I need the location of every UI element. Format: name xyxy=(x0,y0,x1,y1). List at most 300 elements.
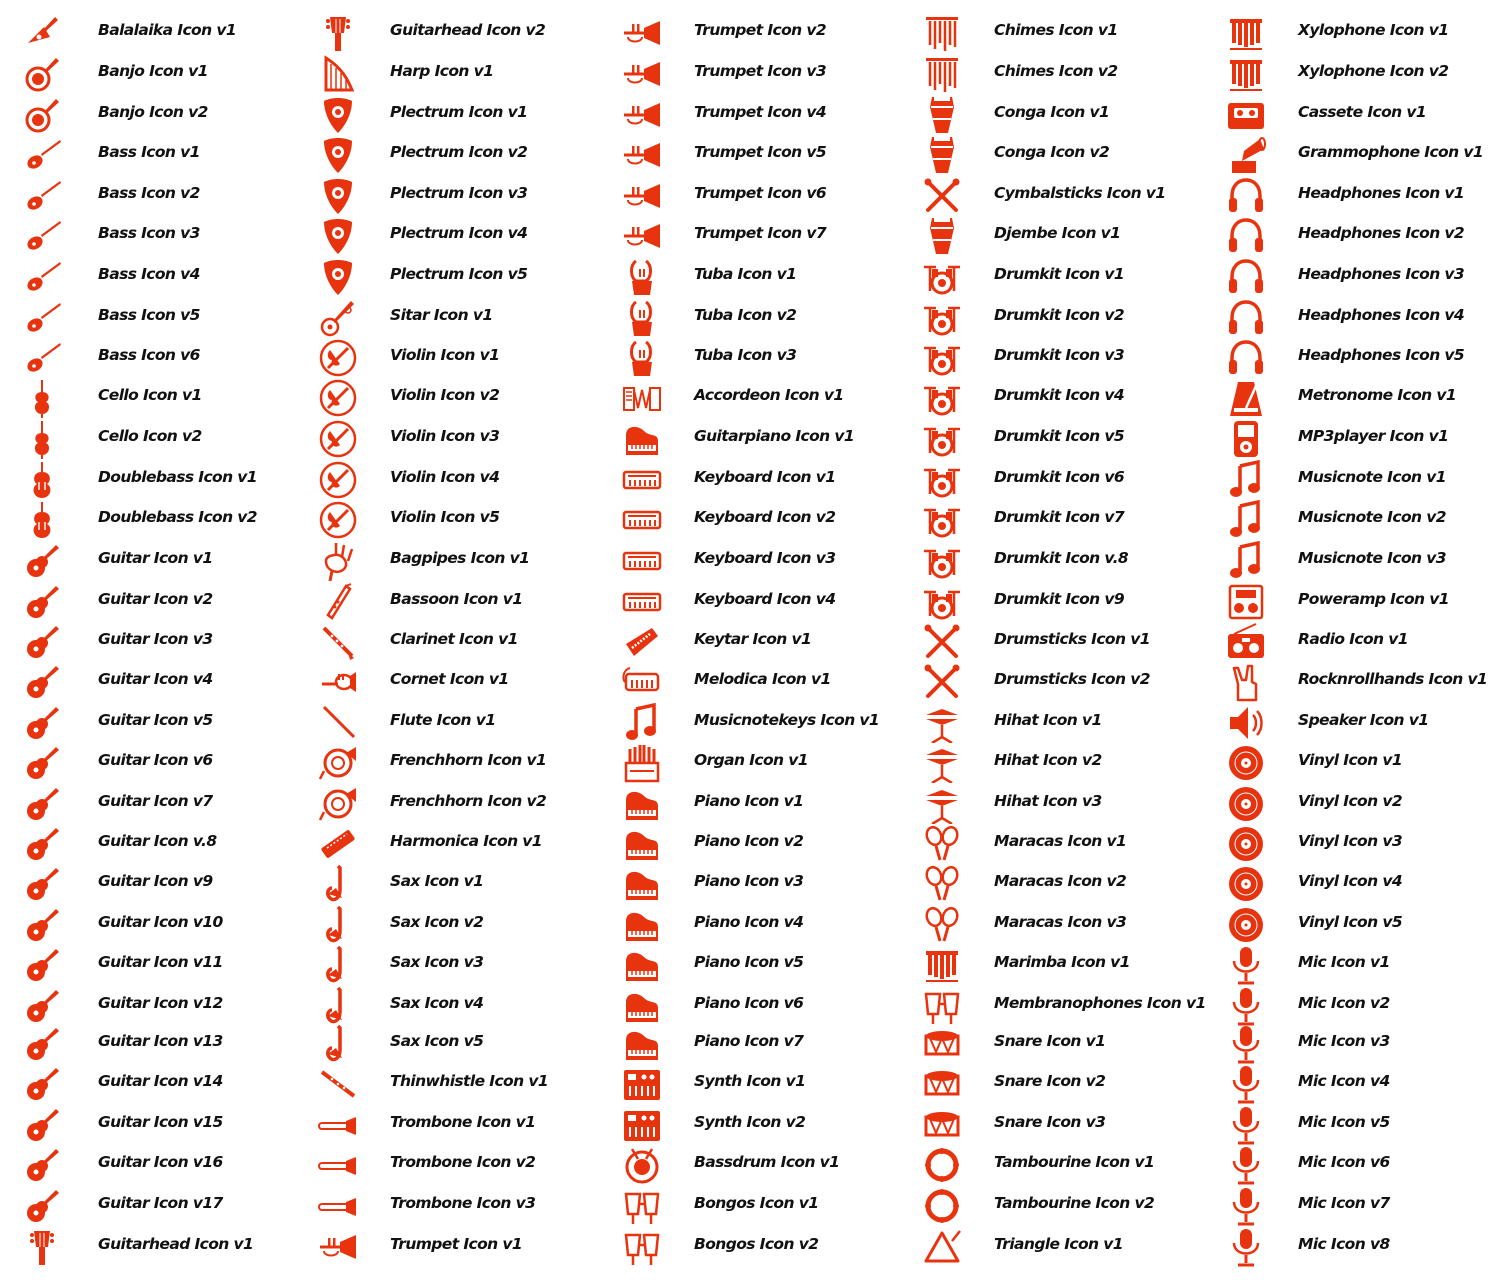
violin-icon xyxy=(318,460,358,500)
icon-label: Piano Icon v3 xyxy=(694,872,804,890)
icon-label: Bass Icon v2 xyxy=(98,184,200,202)
icon-label: Mic Icon v8 xyxy=(1298,1235,1390,1253)
icon-label: Hihat Icon v2 xyxy=(994,751,1102,769)
icon-label: Trombone Icon v1 xyxy=(390,1113,536,1131)
icon-list-item xyxy=(622,215,922,255)
icon-label: Organ Icon v1 xyxy=(694,751,808,769)
icon-list-item xyxy=(318,418,618,458)
icon-label: Bongos Icon v2 xyxy=(694,1235,819,1253)
icon-list-item xyxy=(1226,1063,1500,1103)
icon-label: Guitar Icon v4 xyxy=(98,670,213,688)
icon-list-item xyxy=(318,1063,618,1103)
bass-guitar-icon xyxy=(22,176,62,216)
icon-label: Drumkit Icon v5 xyxy=(994,427,1125,445)
icon-list-item xyxy=(1226,297,1500,337)
icon-list-item xyxy=(922,297,1222,337)
icon-list-item xyxy=(318,53,618,93)
icon-list-item xyxy=(1226,12,1500,52)
headphones-icon xyxy=(1226,176,1266,216)
icon-label: Guitarpiano Icon v1 xyxy=(694,427,855,445)
chimes-icon xyxy=(922,13,962,53)
piano-icon xyxy=(622,784,662,824)
icon-list-item xyxy=(922,418,1222,458)
bongos-icon xyxy=(622,1186,662,1226)
icon-list-item xyxy=(1226,53,1500,93)
harp-icon xyxy=(318,54,358,94)
bass-guitar-icon xyxy=(22,135,62,175)
bass-guitar-icon xyxy=(22,216,62,256)
icon-list-item xyxy=(622,297,922,337)
keyboard-icon xyxy=(622,500,662,540)
icon-label: Drumkit Icon v2 xyxy=(994,306,1125,324)
icon-list-item xyxy=(622,1023,922,1063)
icon-list-item xyxy=(22,134,322,174)
icon-list-item xyxy=(922,499,1222,539)
icon-list-item xyxy=(1226,215,1500,255)
drumkit-icon xyxy=(922,419,962,459)
trombone-icon xyxy=(318,1186,358,1226)
icon-list-item xyxy=(1226,904,1500,944)
piano-icon xyxy=(622,905,662,945)
icon-label: Tambourine Icon v1 xyxy=(994,1153,1155,1171)
icon-list-item xyxy=(318,783,618,823)
icon-list-item xyxy=(22,377,322,417)
icon-label: Speaker Icon v1 xyxy=(1298,711,1429,729)
keyboard-icon xyxy=(622,460,662,500)
icon-list-item xyxy=(622,1104,922,1144)
hihat-icon xyxy=(922,743,962,783)
icon-label: Piano Icon v5 xyxy=(694,953,804,971)
clarinet-icon xyxy=(318,622,358,662)
icon-list-item xyxy=(622,540,922,580)
icon-label: Plectrum Icon v1 xyxy=(390,103,528,121)
icon-label: Trumpet Icon v4 xyxy=(694,103,827,121)
conga-icon xyxy=(922,135,962,175)
icon-label: Drumkit Icon v4 xyxy=(994,386,1125,404)
icon-list-item xyxy=(622,1226,922,1266)
icon-list-item xyxy=(922,134,1222,174)
icon-label: Xylophone Icon v1 xyxy=(1298,21,1449,39)
icon-list-item xyxy=(318,297,618,337)
flute-icon xyxy=(318,703,358,743)
icon-label: Guitar Icon v16 xyxy=(98,1153,223,1171)
icon-list-item xyxy=(1226,94,1500,134)
rock-hand-icon xyxy=(1226,662,1266,702)
icon-label: Cornet Icon v1 xyxy=(390,670,509,688)
icon-label: Synth Icon v1 xyxy=(694,1072,806,1090)
icon-label: Bass Icon v4 xyxy=(98,265,200,283)
drumkit-icon xyxy=(922,378,962,418)
tuba-icon xyxy=(622,257,662,297)
headphones-icon xyxy=(1226,216,1266,256)
icon-list-item xyxy=(622,783,922,823)
icon-label: Mic Icon v1 xyxy=(1298,953,1390,971)
icon-label: Mic Icon v4 xyxy=(1298,1072,1390,1090)
headphones-icon xyxy=(1226,338,1266,378)
icon-label: Vinyl Icon v1 xyxy=(1298,751,1403,769)
vinyl-icon xyxy=(1226,905,1266,945)
icon-label: Frenchhorn Icon v1 xyxy=(390,751,547,769)
guitar-icon xyxy=(22,582,62,622)
drumkit-icon xyxy=(922,460,962,500)
icon-label: Guitar Icon v17 xyxy=(98,1194,223,1212)
icon-list-item xyxy=(22,621,322,661)
icon-list-item xyxy=(622,499,922,539)
icon-label: Trumpet Icon v5 xyxy=(694,143,827,161)
bass-guitar-icon xyxy=(22,257,62,297)
icon-list-item xyxy=(22,215,322,255)
icon-list-item xyxy=(922,1226,1222,1266)
sax-icon xyxy=(318,986,358,1026)
icon-list-item xyxy=(22,256,322,296)
icon-label: Triangle Icon v1 xyxy=(994,1235,1123,1253)
icon-label: Guitar Icon v6 xyxy=(98,751,213,769)
guitar-icon xyxy=(22,743,62,783)
icon-list-item xyxy=(922,904,1222,944)
icon-label: Tuba Icon v1 xyxy=(694,265,797,283)
mic-icon xyxy=(1226,1186,1266,1226)
drumkit-icon xyxy=(922,257,962,297)
headphones-icon xyxy=(1226,298,1266,338)
icon-list-item xyxy=(1226,459,1500,499)
icon-list-item xyxy=(22,12,322,52)
icon-list-item xyxy=(318,702,618,742)
mp3player-icon xyxy=(1226,419,1266,459)
icon-list-item xyxy=(1226,256,1500,296)
conga-icon xyxy=(922,216,962,256)
snare-icon xyxy=(922,1064,962,1104)
tuba-icon xyxy=(622,338,662,378)
guitarhead-icon xyxy=(318,13,358,53)
icon-label: Guitar Icon v5 xyxy=(98,711,213,729)
icon-list-item xyxy=(922,702,1222,742)
banjo-icon xyxy=(22,95,62,135)
icon-label: Headphones Icon v2 xyxy=(1298,224,1465,242)
icon-list-item xyxy=(318,863,618,903)
accordion-icon xyxy=(622,378,662,418)
icon-list-item xyxy=(622,459,922,499)
icon-list-item xyxy=(318,459,618,499)
icon-list-item xyxy=(22,1023,322,1063)
gramophone-icon xyxy=(1226,135,1266,175)
icon-list-item xyxy=(922,823,1222,863)
icon-list-item xyxy=(622,621,922,661)
drum-icon xyxy=(622,1145,662,1185)
speaker-box-icon xyxy=(1226,582,1266,622)
cello-icon xyxy=(22,378,62,418)
icon-list-item xyxy=(318,377,618,417)
icon-list-item xyxy=(22,944,322,984)
icon-list-item xyxy=(622,53,922,93)
icon-list-item xyxy=(22,53,322,93)
icon-label: Sax Icon v5 xyxy=(390,1032,484,1050)
synth-icon xyxy=(622,1064,662,1104)
icon-list-item xyxy=(1226,621,1500,661)
guitar-icon xyxy=(22,703,62,743)
guitar-icon xyxy=(22,824,62,864)
trumpet-icon xyxy=(318,1227,358,1267)
piano-icon xyxy=(622,824,662,864)
icon-label: Piano Icon v4 xyxy=(694,913,804,931)
trumpet-icon xyxy=(622,54,662,94)
xylophone-icon xyxy=(1226,54,1266,94)
icon-list-item xyxy=(22,297,322,337)
maracas-icon xyxy=(922,864,962,904)
icon-list-item xyxy=(22,459,322,499)
icon-label: Drumsticks Icon v1 xyxy=(994,630,1150,648)
icon-label: Headphones Icon v3 xyxy=(1298,265,1465,283)
icon-list-item xyxy=(622,337,922,377)
keyboard-icon xyxy=(622,582,662,622)
guitar-icon xyxy=(22,622,62,662)
icon-label: Bongos Icon v1 xyxy=(694,1194,819,1212)
icon-list-item xyxy=(318,337,618,377)
icon-list-item xyxy=(22,661,322,701)
icon-list-item xyxy=(1226,863,1500,903)
icon-list-item xyxy=(318,94,618,134)
icon-list-item xyxy=(22,418,322,458)
icon-label: Doublebass Icon v1 xyxy=(98,468,257,486)
guitar-icon xyxy=(22,1186,62,1226)
tambourine-icon xyxy=(922,1186,962,1226)
icon-label: Violin Icon v2 xyxy=(390,386,500,404)
icon-label: Drumkit Icon v.8 xyxy=(994,549,1129,567)
harmonica-icon xyxy=(318,824,358,864)
icon-list-item xyxy=(22,863,322,903)
icon-list-item xyxy=(922,459,1222,499)
icon-label: Mic Icon v3 xyxy=(1298,1032,1390,1050)
radio-icon xyxy=(1226,622,1266,662)
icon-label: Marimba Icon v1 xyxy=(994,953,1130,971)
icon-label: Flute Icon v1 xyxy=(390,711,496,729)
drumkit-icon xyxy=(922,500,962,540)
icon-label: Piano Icon v6 xyxy=(694,994,804,1012)
icon-list-item xyxy=(922,12,1222,52)
icon-label: Tuba Icon v2 xyxy=(694,306,797,324)
guitar-icon xyxy=(22,662,62,702)
icon-list-item xyxy=(22,985,322,1025)
icon-label: Bass Icon v5 xyxy=(98,306,200,324)
icon-list-item xyxy=(318,621,618,661)
icon-list-item xyxy=(1226,540,1500,580)
icon-label: Tambourine Icon v2 xyxy=(994,1194,1155,1212)
icon-list-item xyxy=(1226,337,1500,377)
music-note-icon xyxy=(1226,500,1266,540)
icon-list-item xyxy=(22,581,322,621)
vinyl-icon xyxy=(1226,784,1266,824)
icon-label: Cassete Icon v1 xyxy=(1298,103,1427,121)
icon-list-item xyxy=(318,944,618,984)
violin-icon xyxy=(318,378,358,418)
icon-label: Musicnote Icon v2 xyxy=(1298,508,1446,526)
icon-label: Guitar Icon v13 xyxy=(98,1032,223,1050)
icon-list-item xyxy=(622,904,922,944)
drumkit-icon xyxy=(922,298,962,338)
icon-label: Poweramp Icon v1 xyxy=(1298,590,1449,608)
bagpipes-icon xyxy=(318,541,358,581)
icon-label: Trumpet Icon v7 xyxy=(694,224,827,242)
icon-label: Bagpipes Icon v1 xyxy=(390,549,530,567)
snare-icon xyxy=(922,1024,962,1064)
balalaika-icon xyxy=(22,13,62,53)
drumkit-icon xyxy=(922,338,962,378)
icon-label: Harp Icon v1 xyxy=(390,62,494,80)
icon-list-item xyxy=(22,1144,322,1184)
icon-label: Vinyl Icon v5 xyxy=(1298,913,1403,931)
icon-label: Plectrum Icon v4 xyxy=(390,224,528,242)
icon-label: Frenchhorn Icon v2 xyxy=(390,792,547,810)
piano-icon xyxy=(622,419,662,459)
icon-list-item xyxy=(22,742,322,782)
icon-list-item xyxy=(1226,1226,1500,1266)
icon-list-item xyxy=(318,1104,618,1144)
icon-label: Headphones Icon v4 xyxy=(1298,306,1465,324)
icon-label: Doublebass Icon v2 xyxy=(98,508,257,526)
icon-label: Maracas Icon v2 xyxy=(994,872,1127,890)
icon-list-item xyxy=(318,134,618,174)
piano-icon xyxy=(622,1024,662,1064)
icon-label: Guitar Icon v3 xyxy=(98,630,213,648)
icon-label: Maracas Icon v1 xyxy=(994,832,1127,850)
icon-label: Mic Icon v7 xyxy=(1298,1194,1390,1212)
icon-label: Synth Icon v2 xyxy=(694,1113,806,1131)
icon-label: Banjo Icon v1 xyxy=(98,62,208,80)
icon-list-item xyxy=(1226,134,1500,174)
icon-list-item xyxy=(922,985,1222,1025)
icon-label: Keyboard Icon v4 xyxy=(694,590,836,608)
icon-label: Membranophones Icon v1 xyxy=(994,994,1206,1012)
doublebass-icon xyxy=(22,460,62,500)
drumsticks-icon xyxy=(922,662,962,702)
icon-list-item xyxy=(1226,1185,1500,1225)
trumpet-icon xyxy=(622,95,662,135)
cello-icon xyxy=(22,419,62,459)
icon-list-item xyxy=(1226,944,1500,984)
icon-list-item xyxy=(22,783,322,823)
icon-list-item xyxy=(22,337,322,377)
icon-list-item xyxy=(622,661,922,701)
cornet-icon xyxy=(318,662,358,702)
violin-icon xyxy=(318,419,358,459)
frenchhorn-icon xyxy=(318,743,358,783)
xylophone-icon xyxy=(922,945,962,985)
icon-label: Guitar Icon v14 xyxy=(98,1072,223,1090)
icon-label: Snare Icon v2 xyxy=(994,1072,1106,1090)
icon-label: Guitar Icon v1 xyxy=(98,549,213,567)
icon-label: Musicnote Icon v1 xyxy=(1298,468,1446,486)
sitar-icon xyxy=(318,298,358,338)
icon-label: Maracas Icon v3 xyxy=(994,913,1127,931)
icon-label: Rocknrollhands Icon v1 xyxy=(1298,670,1488,688)
icon-label: Piano Icon v7 xyxy=(694,1032,804,1050)
icon-label: Guitarhead Icon v2 xyxy=(390,21,546,39)
icon-list-item xyxy=(22,94,322,134)
bass-guitar-icon xyxy=(22,298,62,338)
icon-list-item xyxy=(622,1185,922,1225)
icon-label: Tuba Icon v3 xyxy=(694,346,797,364)
icon-list-item xyxy=(318,1185,618,1225)
icon-label: Plectrum Icon v3 xyxy=(390,184,528,202)
icon-list-item xyxy=(318,742,618,782)
hihat-icon xyxy=(922,784,962,824)
icon-label: Violin Icon v5 xyxy=(390,508,500,526)
snare-icon xyxy=(922,1105,962,1145)
guitar-icon xyxy=(22,945,62,985)
icon-list-item xyxy=(1226,985,1500,1025)
icon-list-item xyxy=(922,581,1222,621)
metronome-icon xyxy=(1226,378,1266,418)
banjo-icon xyxy=(22,54,62,94)
icon-label: Bass Icon v3 xyxy=(98,224,200,242)
icon-label: Balalaika Icon v1 xyxy=(98,21,237,39)
icon-label: Grammophone Icon v1 xyxy=(1298,143,1484,161)
icon-list-item xyxy=(922,53,1222,93)
icon-list-item xyxy=(922,1023,1222,1063)
icon-list-item xyxy=(22,904,322,944)
icon-list-item xyxy=(318,175,618,215)
icon-list-item xyxy=(318,581,618,621)
trumpet-icon xyxy=(622,176,662,216)
icon-list-item xyxy=(622,863,922,903)
icon-label: Hihat Icon v1 xyxy=(994,711,1102,729)
icon-list-item xyxy=(1226,1023,1500,1063)
keytar-icon xyxy=(622,622,662,662)
icon-label: Drumkit Icon v6 xyxy=(994,468,1125,486)
icon-label: Trumpet Icon v2 xyxy=(694,21,827,39)
icon-list-item xyxy=(922,337,1222,377)
whistle-icon xyxy=(318,1064,358,1104)
icon-label: Plectrum Icon v5 xyxy=(390,265,528,283)
chimes-icon xyxy=(922,54,962,94)
icon-list-item xyxy=(922,215,1222,255)
icon-label: Trumpet Icon v3 xyxy=(694,62,827,80)
icon-label: Drumkit Icon v9 xyxy=(994,590,1125,608)
headphones-icon xyxy=(1226,257,1266,297)
icon-list-item xyxy=(318,1226,618,1266)
mic-icon xyxy=(1226,945,1266,985)
icon-label: Guitar Icon v7 xyxy=(98,792,213,810)
sax-icon xyxy=(318,905,358,945)
bassoon-icon xyxy=(318,582,358,622)
icon-label: Guitar Icon v11 xyxy=(98,953,223,971)
icon-list-item xyxy=(1226,581,1500,621)
icon-list-item xyxy=(318,256,618,296)
icon-label: Plectrum Icon v2 xyxy=(390,143,528,161)
icon-list-item xyxy=(318,985,618,1025)
icon-label: Banjo Icon v2 xyxy=(98,103,208,121)
plectrum-icon xyxy=(318,257,358,297)
trumpet-icon xyxy=(622,135,662,175)
icon-label: Bass Icon v6 xyxy=(98,346,200,364)
icon-list-item xyxy=(22,499,322,539)
icon-list-item xyxy=(318,1144,618,1184)
icon-list-item xyxy=(1226,823,1500,863)
icon-label: Snare Icon v3 xyxy=(994,1113,1106,1131)
icon-label: Guitarhead Icon v1 xyxy=(98,1235,254,1253)
maracas-icon xyxy=(922,824,962,864)
trumpet-icon xyxy=(622,216,662,256)
icon-list-item xyxy=(622,175,922,215)
icon-list-item xyxy=(318,661,618,701)
icon-label: Cello Icon v1 xyxy=(98,386,202,404)
icon-label: Xylophone Icon v2 xyxy=(1298,62,1449,80)
icon-list-item xyxy=(922,863,1222,903)
icon-list-item xyxy=(622,1144,922,1184)
icon-list-item xyxy=(922,1144,1222,1184)
cassette-icon xyxy=(1226,95,1266,135)
hihat-icon xyxy=(922,703,962,743)
vinyl-icon xyxy=(1226,864,1266,904)
